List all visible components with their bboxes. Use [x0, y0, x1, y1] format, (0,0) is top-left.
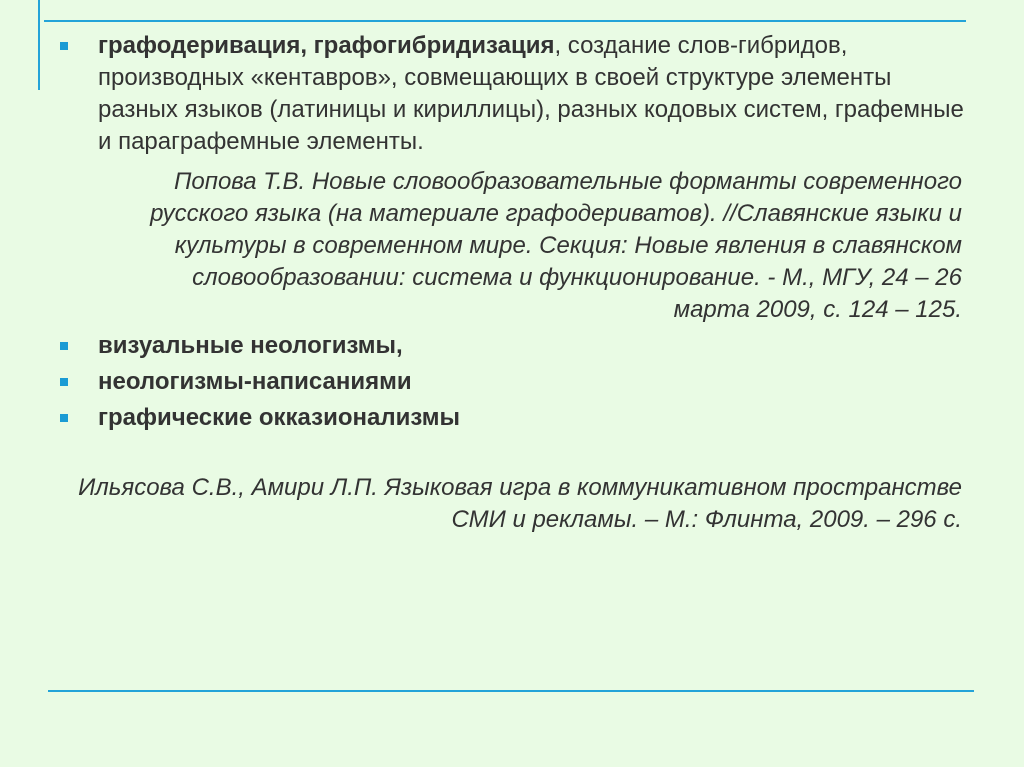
- bullet-definition: , создание слов-гибридов, производных «кентавров», совмещающих в своей структуре элементы разных языков (латиницы и кириллицы), разных кодовых систем, графемные и параграфемные элементы.: [98, 32, 964, 155]
- square-bullet-icon: [60, 42, 68, 50]
- bullet-text: графические окказионализмы: [98, 404, 460, 431]
- square-bullet-icon: [60, 342, 68, 350]
- bottom-divider: [48, 690, 974, 692]
- square-bullet-icon: [60, 414, 68, 422]
- bullet-text: визуальные неологизмы,: [98, 332, 403, 359]
- bullet-item-graphic-occasionalisms: [58, 402, 970, 434]
- bullet-text: неологизмы-написаниями: [98, 368, 412, 395]
- left-divider: [38, 0, 40, 90]
- bullet-bold-term: графодеривация, графогибридизация: [98, 32, 555, 59]
- citation-popova: Попова Т.В. Новые словообразовательные форманты современного русского языка (на материале графодериватов). //Славянские языки и культуры в современном мире. Секция: Новые явления в славянском словообразовании: система и функционирование. - М., МГУ, 24 – 26 марта 2009, с. 124 – 125.: [150, 168, 962, 323]
- bullet-item-neologisms-spellings: [58, 366, 970, 398]
- bullet-item-visual-neologisms: [58, 330, 970, 362]
- square-bullet-icon: [60, 378, 68, 386]
- citation-ilyasova: Ильясова С.В., Амири Л.П. Языковая игра в коммуникативном пространстве СМИ и рекламы. – М.: Флинта, 2009. – 296 с.: [78, 474, 962, 533]
- bullet-item-grafoderivation: [58, 30, 970, 158]
- top-divider: [44, 20, 966, 22]
- slide-content: [58, 30, 970, 536]
